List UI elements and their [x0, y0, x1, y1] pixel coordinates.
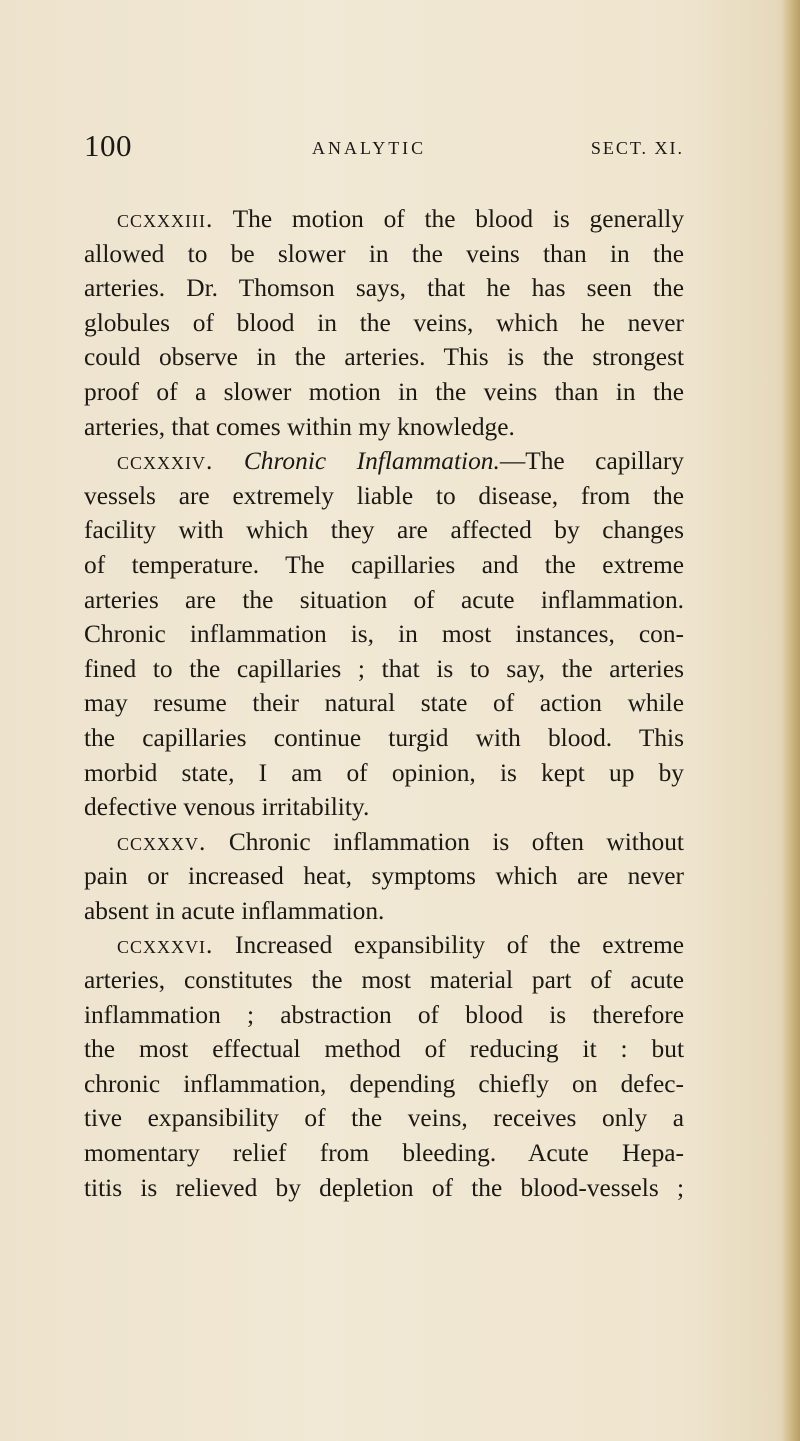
text-line: globules of blood in the veins, which he never — [84, 308, 684, 337]
text-line: proof of a slower motion in the veins than in the — [84, 377, 684, 406]
text-line: arteries, that comes within my knowledge. — [84, 412, 515, 441]
text-line: Chronic inflammation is, in most instances, con- — [84, 620, 684, 649]
text-line: absent in acute inflammation. — [84, 896, 385, 925]
text-line: tive expansibility of the veins, receives only a — [84, 1104, 684, 1133]
text-line: could observe in the arteries. This is the strongest — [84, 343, 684, 372]
text-line: morbid state, I am of opinion, is kept up by — [84, 758, 684, 787]
running-title: ANALYTIC — [312, 138, 427, 158]
text-line: pain or increased heat, symptoms which are never — [84, 862, 684, 891]
page-header — [84, 128, 684, 168]
paragraph-numeral: ccxxxv. — [117, 827, 207, 856]
text-line: defective venous irritability. — [84, 793, 370, 822]
text-line: the capillaries continue turgid with blood. This — [84, 723, 684, 752]
paragraph-ccxxxv-line-1 — [84, 825, 684, 860]
text-line: facility with which they are affected by changes — [84, 516, 684, 545]
text-line: arteries, constitutes the most material part of acute — [84, 966, 684, 995]
text-line: —The capillary — [499, 447, 684, 476]
section-label: SECT. XI. — [590, 138, 684, 158]
text-line: of temperature. The capillaries and the extreme — [84, 550, 684, 579]
paragraph-ccxxxiii-line-1 — [84, 202, 684, 237]
paragraph-numeral: ccxxxiv. — [117, 447, 214, 476]
body-text — [84, 202, 684, 1205]
text-line: titis is relieved by depletion of the blood-vessels ; — [84, 1173, 684, 1202]
text-line: may resume their natural state of action while — [84, 689, 684, 718]
text-line: The motion of the blood is generally — [232, 205, 685, 233]
text-line: momentary relief from bleeding. Acute Hepa- — [84, 1139, 684, 1168]
text-line: inflammation ; abstraction of blood is therefore — [84, 1000, 684, 1029]
paragraph-ccxxxiv-line-1 — [84, 444, 684, 479]
text-line: arteries. Dr. Thomson says, that he has seen the — [84, 274, 684, 303]
text-line: allowed to be slower in the veins than in the — [84, 239, 684, 268]
page-edge-shadow — [782, 0, 800, 1441]
text-line: arteries are the situation of acute inflammation. — [84, 585, 684, 614]
section-title: Chronic Inflammation. — [243, 447, 500, 476]
paragraph-numeral: ccxxxvi. — [117, 931, 214, 960]
text-line: chronic inflammation, depending chiefly on defec- — [84, 1069, 684, 1098]
paragraph-numeral: ccxxxiii. — [117, 205, 214, 233]
text-line: fined to the capillaries ; that is to say, the arteries — [84, 654, 684, 683]
text-line: the most effectual method of reducing it : but — [84, 1035, 684, 1064]
text-line: Increased expansibility of the extreme — [235, 931, 684, 960]
text-line: vessels are extremely liable to disease, from the — [84, 481, 684, 510]
text-line: Chronic inflammation is often without — [228, 827, 684, 856]
page-number: 100 — [84, 128, 132, 163]
paragraph-ccxxxvi-line-1 — [84, 928, 684, 963]
